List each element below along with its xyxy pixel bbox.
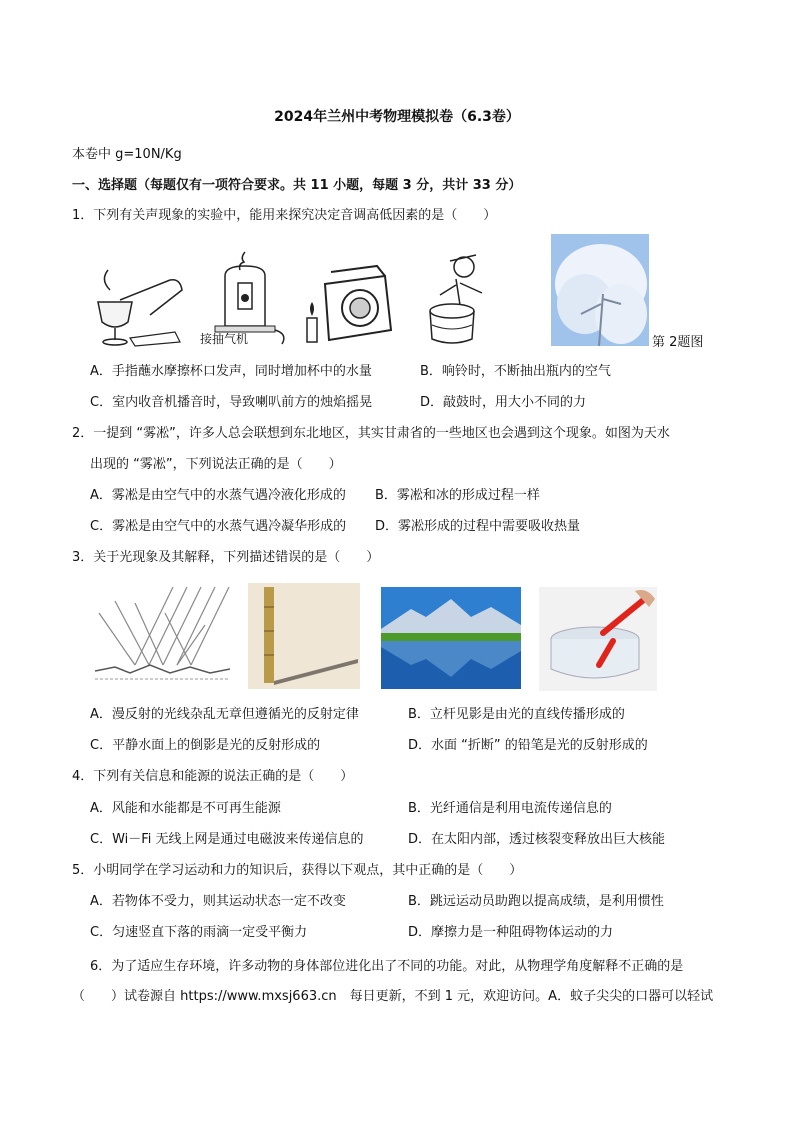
q6-stem-line2: （ ）试卷源自 https://www.mxsj663.cn 每日更新，不到 1 元，欢迎访问。A．蚊子尖尖的口器可以轻试 xyxy=(72,989,714,1004)
q3-option-a: A．漫反射的光线杂乱无章但遵循光的反射定律 xyxy=(90,707,359,722)
q4-option-b: B．光纤通信是利用电流传递信息的 xyxy=(408,801,612,816)
q2-stem-line1: 2．一提到 “雾凇”，许多人总会联想到东北地区，其实甘肃省的一些地区也会遇到这个现象。如图为天水 xyxy=(72,426,670,441)
q5-stem: 5．小明同学在学习运动和力的知识后，获得以下观点，其中正确的是（ ） xyxy=(72,863,523,878)
q5-option-a: A．若物体不受力，则其运动状态一定不改变 xyxy=(90,894,346,909)
q4-option-d: D．在太阳内部，透过核裂变释放出巨大核能 xyxy=(408,832,666,847)
pump-label: 接抽气机 xyxy=(200,332,249,346)
q1-option-b: B．响铃时，不断抽出瓶内的空气 xyxy=(420,364,611,379)
q5-option-b: B．跳远运动员助跑以提高成绩，是利用惯性 xyxy=(408,894,664,909)
q3-option-b: B．立杆见影是由光的直线传播形成的 xyxy=(408,707,625,722)
gravity-note: 本卷中 g=10N/Kg xyxy=(72,147,182,162)
drum-figure xyxy=(420,253,500,348)
q3-stem: 3．关于光现象及其解释，下列描述错误的是（ ） xyxy=(72,550,380,565)
q1-option-c: C．室内收音机播音时，导致喇叭前方的烛焰摇晃 xyxy=(90,395,373,410)
pole-shadow-photo xyxy=(248,583,360,689)
lake-reflection-photo xyxy=(381,587,521,689)
q3-option-d: D．水面 “折断” 的铅笔是光的反射形成的 xyxy=(408,738,648,753)
q2-stem-line2: 出现的 “雾凇”，下列说法正确的是（ ） xyxy=(90,457,342,472)
q1-option-d: D．敲鼓时，用大小不同的力 xyxy=(420,395,587,410)
q3-option-c: C．平静水面上的倒影是光的反射形成的 xyxy=(90,738,321,753)
q1-option-a: A．手指蘸水摩擦杯口发声，同时增加杯中的水量 xyxy=(90,364,372,379)
q2-option-d: D．雾凇形成的过程中需要吸收热量 xyxy=(375,519,581,534)
q2-option-b: B．雾凇和冰的形成过程一样 xyxy=(375,488,540,503)
section-header: 一、选择题（每题仅有一项符合要求。共 11 小题，每题 3 分，共计 33 分） xyxy=(72,178,522,193)
rime-tree-photo xyxy=(551,234,649,346)
q2-option-c: C．雾凇是由空气中的水蒸气遇冷凝华形成的 xyxy=(90,519,347,534)
q5-option-c: C．匀速竖直下落的雨滴一定受平衡力 xyxy=(90,925,308,940)
q4-option-c: C．Wi－Fi 无线上网是通过电磁波来传递信息的 xyxy=(90,832,364,847)
diffuse-reflection-diagram xyxy=(95,583,230,688)
q4-stem: 4．下列有关信息和能源的说法正确的是（ ） xyxy=(72,769,354,784)
bent-pencil-photo xyxy=(539,587,657,691)
q2-option-a: A．雾凇是由空气中的水蒸气遇冷液化形成的 xyxy=(90,488,346,503)
radio-candle-figure xyxy=(305,262,395,352)
q6-stem-line1: 6．为了适应生存环境，许多动物的身体部位进化出了不同的功能。对此，从物理学角度解释不正确的是 xyxy=(90,959,684,974)
q4-option-a: A．风能和水能都是不可再生能源 xyxy=(90,801,281,816)
wine-glass-figure xyxy=(90,260,185,350)
q1-stem: 1．下列有关声现象的实验中，能用来探究决定音调高低因素的是（ ） xyxy=(72,208,497,223)
q5-option-d: D．摩擦力是一种阻碍物体运动的力 xyxy=(408,925,614,940)
figure-caption: 第 2题图 xyxy=(652,335,704,350)
page-title: 2024年兰州中考物理模拟卷（6.3卷） xyxy=(274,109,520,125)
